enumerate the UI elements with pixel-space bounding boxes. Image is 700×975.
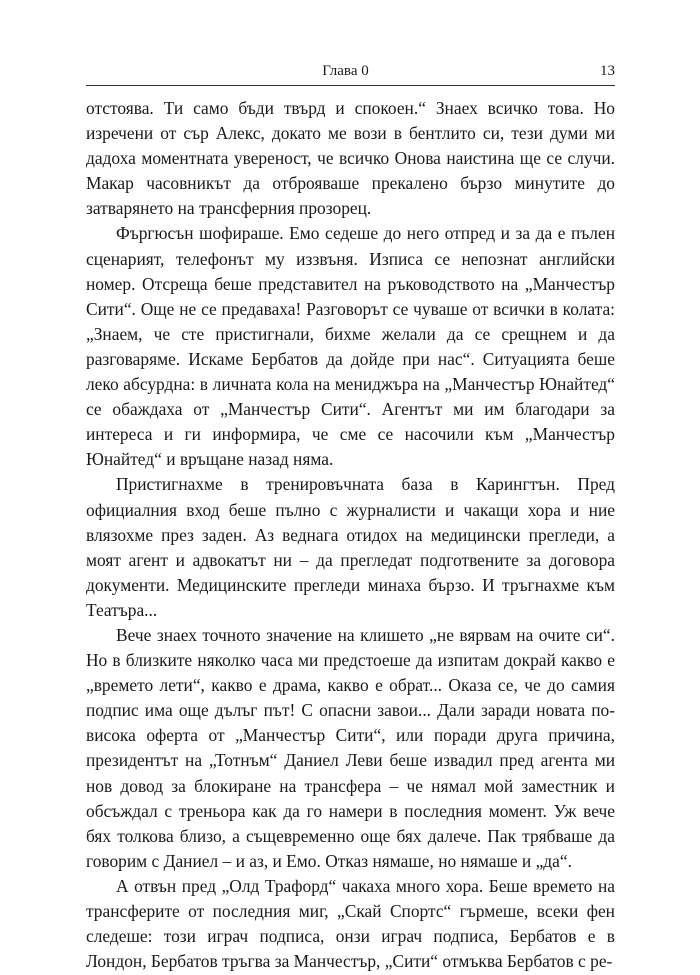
paragraph: Фъргюсън шофираше. Емо седеше до него отпред и за да е пълен сценарият, телефонът му иззвъня. Изписа се непознат английски номер. Отсреща беше представител на ръководството на „Манчестър Сити“. Още не се предаваха! Разговорът се чуваше от всички в колата: „Знаем, че сте пристигнали, бихме желали да се срещнем и да разговаряме. Искаме Бербатов да дойде при нас“. Ситуацията беше леко абсурдна: в личната кола на мениджъра на „Манчестър Юнайтед“ се обаждаха от „Манчестър Сити“. Агентът ми им благодари за интереса и ги информира, че сме се насочили към „Манчестър Юнайтед“ и връщане назад няма. [86, 223, 615, 470]
header-rule [86, 85, 615, 86]
chapter-title: Глава 0 [322, 63, 369, 79]
paragraph: Пристигнахме в тренировъчната база в Карингтън. Пред официалния вход беше пълно с журналисти и чакащи хора и ние влязохме през заден. Аз веднага отидох на медицински прегледи, а моят агент и адвокатът ни – да прегледат подготвените за договора документи. Медицинските прегледи минаха бързо. И тръгнахме към Театъра... [86, 474, 615, 620]
page-number: 13 [600, 63, 615, 79]
paragraph-continued: отстоява. Ти само бъди твърд и спокоен.“ Знаех всичко това. Но изречени от сър Алекс, докато ме вози в бентлито си, тези думи ми дадоха моментната увереност, че всичко Онова наистина ще се случи. Макар часовникът да отброяваше прекалено бързо минутите до затварянето на трансферния прозорец. [86, 98, 615, 219]
paragraph: Вече знаех точното значение на клишето „не вярвам на очите си“. Но в близките няколко часа ми предстоеше да изпитам докрай какво е „времето лети“, какво е драма, какво е обрат... Оказа се, че до самия подпис има още дълъг път! С опасни завои... Дали заради новата по-висока оферта от „Манчестър Сити“, или поради друга причина, президентът на „Тотнъм“ Даниел Леви беше извадил пред агента ми нов довод за блокиране на трансфера – че нямал мой заместник и обсъждал с треньора как да го намери в последния момент. Уж вече бях толкова близо, а същевременно още бях далече. Пак трябваше да говорим с Даниел – и аз, и Емо. Отказ нямаше, но нямаше и „да“. [86, 624, 615, 871]
running-head [86, 60, 615, 82]
body-text [86, 96, 615, 974]
paragraph: А отвън пред „Олд Трафорд“ чакаха много хора. Беше времето на трансферите от последния миг, „Скай Спортс“ гърмеше, всеки фен следеше: този играч подписа, онзи играч подписа, Бербатов е в Лондон, Бербатов тръгва за Манчестър, „Сити“ отмъква Бербатов с ре- [86, 875, 615, 972]
